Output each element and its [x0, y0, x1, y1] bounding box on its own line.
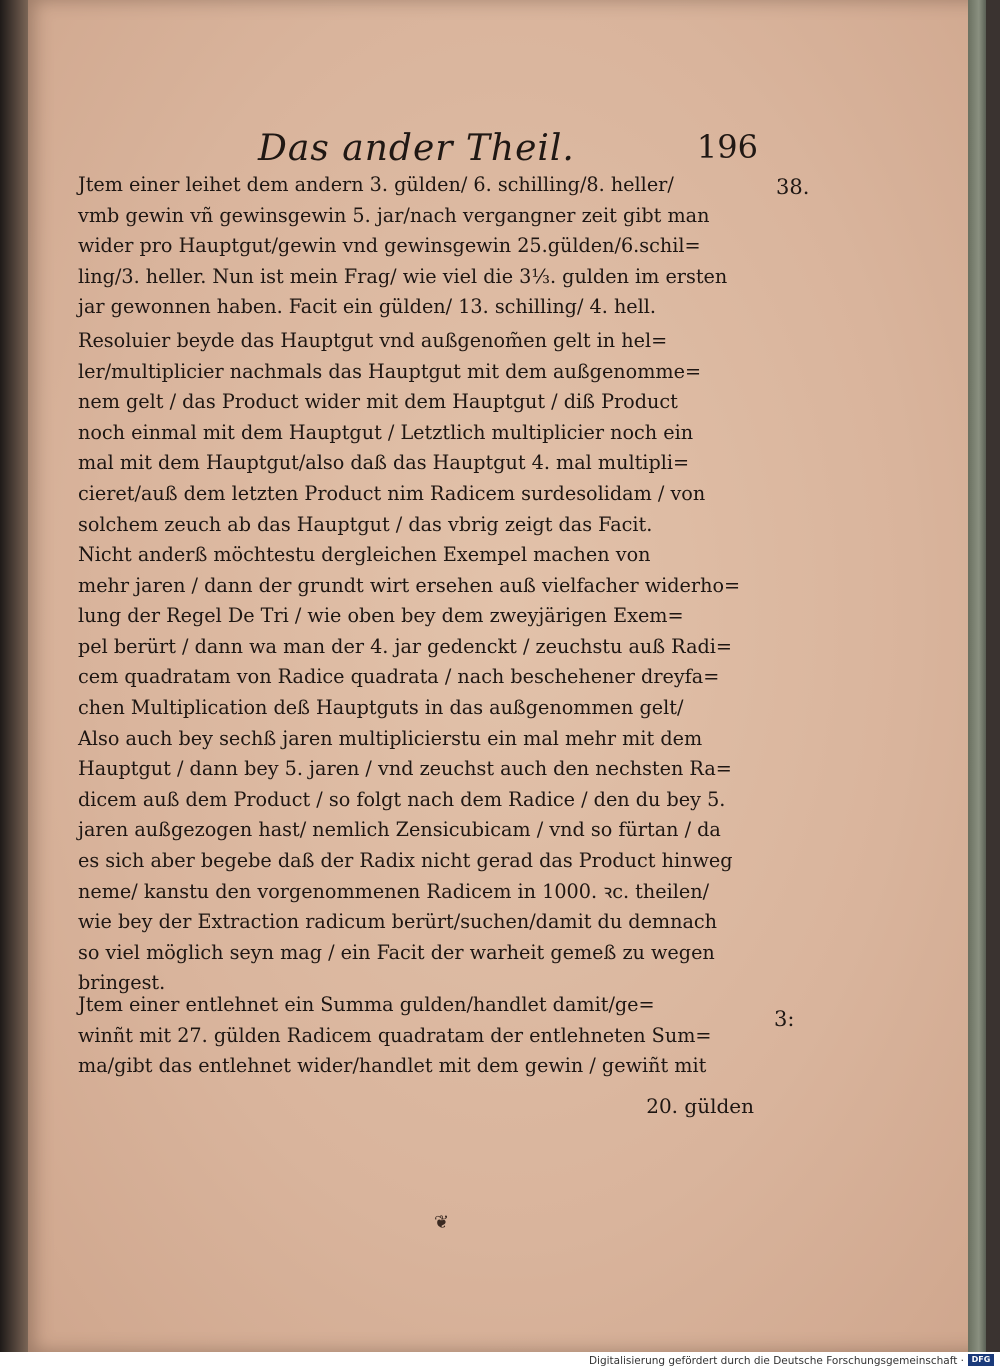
- text-line: ler/multiplicier nachmals das Hauptgut mit dem außgenomme=: [78, 359, 702, 383]
- text-line: dicem auß dem Product / so folgt nach dem Radice / den du bey 5.: [78, 787, 726, 811]
- page-number: 196: [696, 128, 758, 166]
- text-line: mal mit dem Hauptgut/also daß das Hauptgut 4. mal multipli=: [78, 451, 690, 475]
- text-line: nem gelt / das Product wider mit dem Hauptgut / diß Product: [78, 390, 678, 414]
- text-line: Also auch bey sechß jaren multiplicierstu ein mal mehr mit dem: [78, 726, 703, 750]
- text-line: winñt mit 27. gülden Radicem quadratam der entlehneten Sum=: [78, 1023, 712, 1047]
- text-line: lung der Regel De Tri / wie oben bey dem zweyjärigen Exem=: [78, 604, 684, 628]
- running-head: Das ander Theil.: [258, 128, 575, 169]
- text-line: jaren außgezogen hast/ nemlich Zensicubicam / vnd so fürtan / da: [78, 818, 721, 842]
- text-line: cem quadratam von Radice quadrata / nach beschehener dreyfa=: [78, 665, 720, 689]
- text-line: pel berürt / dann wa man der 4. jar gedenckt / zeuchstu auß Radi=: [78, 634, 733, 658]
- paragraph-3: [78, 540, 754, 999]
- text-line: bringest.: [78, 971, 166, 995]
- text-line: neme/ kanstu den vorgenommenen Radicem in 1000. ꝛc. theilen/: [78, 879, 710, 903]
- text-line: Hauptgut / dann bey 5. jaren / vnd zeuchst auch den nechsten Ra=: [78, 757, 732, 781]
- text-line: mehr jaren / dann der grundt wirt ersehen auß vielfacher widerho=: [78, 573, 741, 597]
- funding-credit: Digitalisierung gefördert durch die Deutsche Forschungsgemeinschaft ·: [588, 1355, 964, 1367]
- text-line: cieret/auß dem letzten Product nim Radicem surdesolidam / von: [78, 481, 706, 505]
- paragraph-2: [78, 326, 754, 540]
- catchword: 20. gülden: [646, 1094, 754, 1118]
- dfg-logo-icon: DFG: [968, 1354, 994, 1366]
- margin-note-example-number: 38.: [776, 175, 810, 199]
- text-line: Jtem einer leihet dem andern 3. gülden/ 6. schilling/8. heller/: [78, 173, 674, 196]
- margin-note-example-number: 3:: [774, 1007, 795, 1031]
- text-line: wie bey der Extraction radicum berürt/suchen/damit du demnach: [78, 910, 718, 934]
- footer-bar: [0, 1352, 1000, 1368]
- text-line: solchem zeuch ab das Hauptgut / das vbrig zeigt das Facit.: [78, 512, 653, 536]
- text-line: ma/gibt das entlehnet wider/handlet mit dem gewin / gewiñt mit: [78, 1054, 707, 1078]
- paragraph-1: [78, 170, 754, 323]
- text-line: wider pro Hauptgut/gewin vnd gewinsgewin 25.gülden/6.schil=: [78, 234, 701, 258]
- text-line: vmb gewin vñ gewinsgewin 5. jar/nach vergangner zeit gibt man: [78, 203, 710, 227]
- text-line: ling/3. heller. Nun ist mein Frag/ wie viel die 3⅓. gulden im ersten: [78, 264, 728, 288]
- text-line: Jtem einer entlehnet ein Summa gulden/handlet damit/ge=: [78, 993, 655, 1016]
- text-line: noch einmal mit dem Hauptgut / Letztlich multiplicier noch ein: [78, 420, 694, 444]
- text-line: es sich aber begebe daß der Radix nicht gerad das Product hinweg: [78, 848, 733, 872]
- text-line: Resoluier beyde das Hauptgut vnd außgenom̃en gelt in hel=: [78, 329, 668, 352]
- page-edge-strip: [968, 0, 986, 1352]
- text-line: so viel möglich seyn mag / ein Facit der warheit gemeß zu wegen: [78, 940, 715, 964]
- printers-ornament-icon: ❦: [434, 1212, 450, 1233]
- text-line: jar gewonnen haben. Facit ein gülden/ 13. schilling/ 4. hell.: [78, 295, 657, 319]
- text-line: Nicht anderß möchtestu dergleichen Exempel machen von: [78, 543, 651, 566]
- paragraph-4: [78, 990, 754, 1082]
- text-line: chen Multiplication deß Hauptguts in das außgenommen gelt/: [78, 695, 684, 719]
